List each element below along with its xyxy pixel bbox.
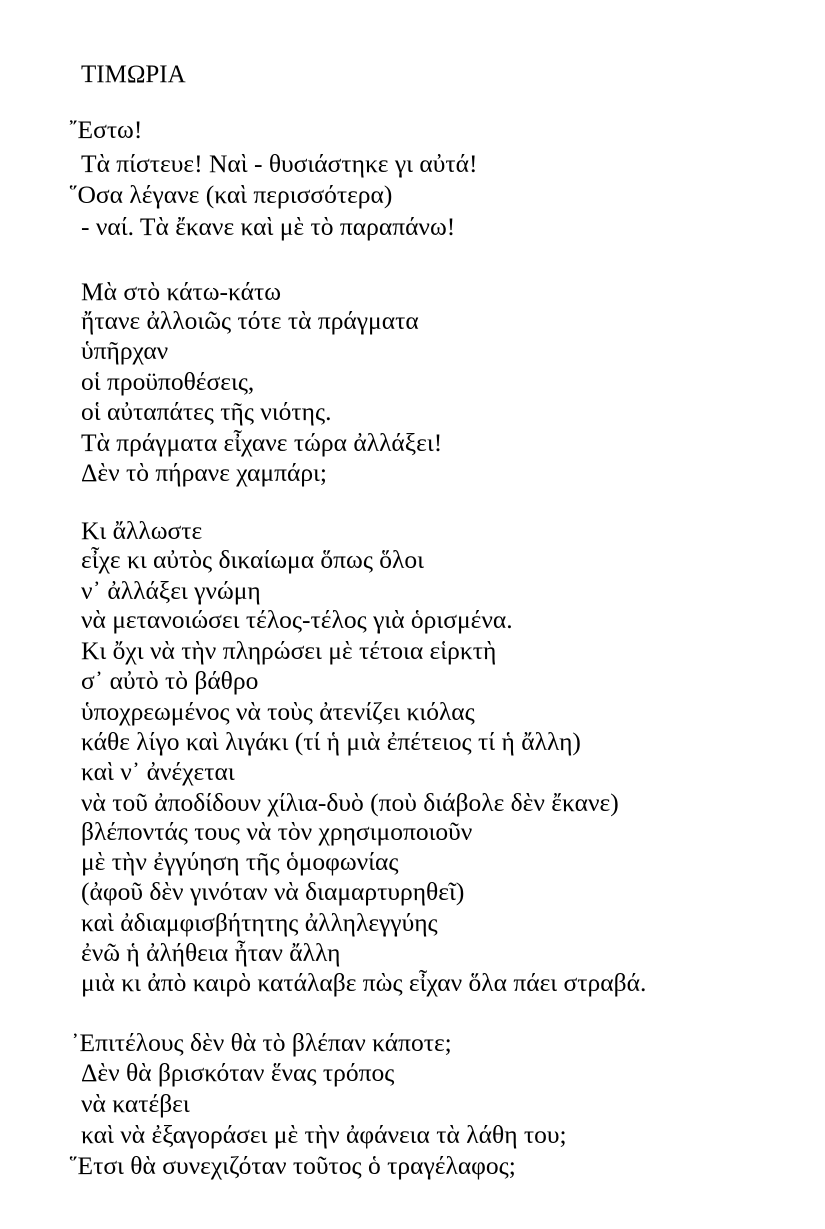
poem-line: Μὰ στὸ κάτω-κάτω [81, 277, 282, 306]
poem-line: Δὲν θὰ βρισκόταν ἕνας τρόπος [81, 1058, 395, 1087]
poem-line: ν᾽ ἀλλάξει γνώμη [81, 576, 261, 605]
poem-line: νὰ μετανοιώσει τέλος-τέλος γιὰ ὁρισμένα. [81, 605, 513, 634]
poem-line: οἱ προϋποθέσεις, [81, 367, 255, 396]
poem-line: καὶ νὰ ἐξαγοράσει μὲ τὴν ἀφάνεια τὰ λάθη του; [81, 1120, 567, 1149]
poem-line: Τὰ πίστευε! Ναὶ - θυσιάστηκε γι αὐτά! [81, 149, 478, 178]
poem-line: σ᾽ αὐτὸ τὸ βάθρο [81, 666, 259, 695]
poem-line: καὶ ν᾽ ἀνέχεται [81, 757, 235, 786]
poem-line: ὑποχρεωμένος νὰ τοὺς ἀτενίζει κιόλας [81, 697, 475, 726]
poem-line: μιὰ κι ἀπὸ καιρὸ κατάλαβε πὼς εἶχαν ὅλα πάει στραβά. [81, 968, 647, 997]
poem-line: νὰ τοῦ ἀποδίδουν χίλια-δυὸ (ποὺ διάβολε δὲν ἔκανε) [81, 788, 619, 817]
poem-line: εἶχε κι αὐτὸς δικαίωμα ὅπως ὅλοι [81, 545, 425, 574]
poem-line: ἐνῶ ἡ ἀλήθεια ἦταν ἄλλη [81, 938, 341, 967]
poem-line: - ναί. Τὰ ἔκανε καὶ μὲ τὸ παραπάνω! [81, 212, 456, 241]
poem-line: Τὰ πράγματα εἶχανε τώρα ἀλλάξει! [81, 428, 443, 457]
poem-line: Κι ὄχι νὰ τὴν πληρώσει μὲ τέτοια εἱρκτὴ [81, 636, 497, 665]
poem-line: κάθε λίγο καὶ λιγάκι (τί ἡ μιὰ ἐπέτειος τί ἡ ἄλλη) [81, 727, 581, 756]
poem-line: ῞Οσα λέγανε (καὶ περισσότερα) [69, 180, 393, 209]
poem-line: νὰ κατέβει [81, 1089, 190, 1118]
poem-line: μὲ τὴν ἐγγύηση τῆς ὁμοφωνίας [81, 847, 399, 876]
poem-line: οἱ αὐταπάτες τῆς νιότης. [81, 397, 332, 426]
poem-line: (ἀφοῦ δὲν γινόταν νὰ διαμαρτυρηθεῖ) [81, 877, 465, 906]
poem-line: Κι ἄλλωστε [81, 516, 203, 545]
poem-title: ΤΙΜΩΡΙΑ [81, 61, 186, 88]
poem-line: καὶ ἀδιαμφισβήτητης ἀλληλεγγύης [81, 908, 438, 937]
poem-line: ᾿Επιτέλους δὲν θὰ τὸ βλέπαν κάποτε; [71, 1028, 452, 1057]
poem-line: ἤτανε ἀλλοιῶς τότε τὰ πράγματα [81, 306, 419, 335]
poem-line: ῎Εστω! [69, 115, 143, 144]
poem-line: ὑπῆρχαν [81, 336, 169, 365]
poem-line: βλέποντάς τους νὰ τὸν χρησιμοποιοῦν [81, 817, 473, 846]
poem-line: Δὲν τὸ πήρανε χαμπάρι; [81, 458, 327, 487]
poem-line: ῞Ετσι θὰ συνεχιζόταν τοῦτος ὁ τραγέλαφος; [69, 1151, 516, 1180]
